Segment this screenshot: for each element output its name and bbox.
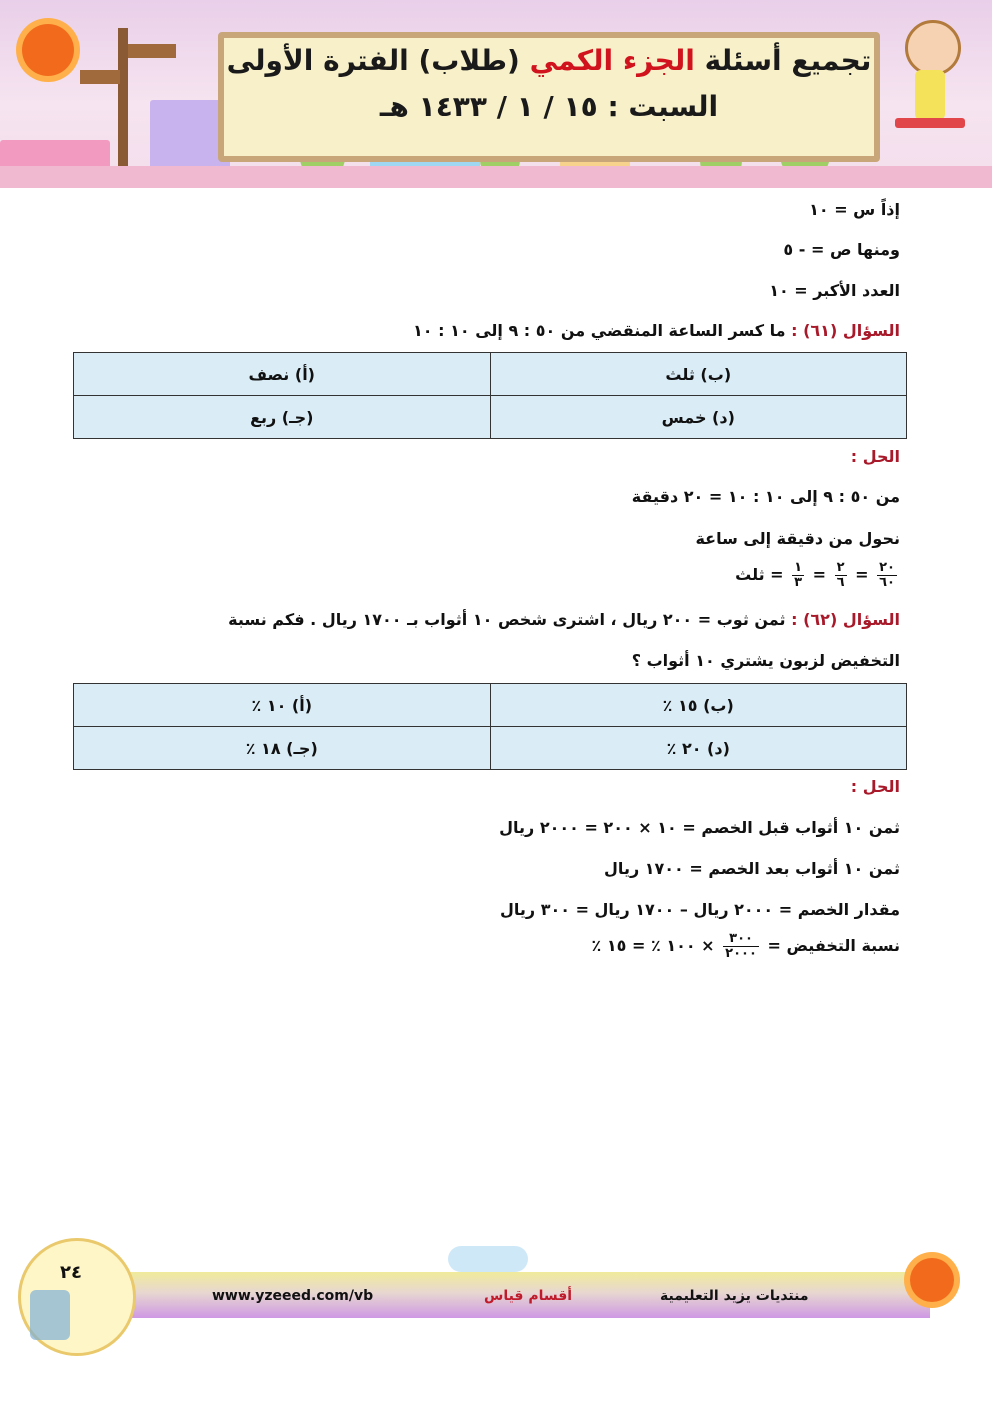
page-number: ٢٤ [60,1262,82,1283]
option-d[interactable]: (د) خمس [490,396,907,439]
option-a[interactable]: (أ) ١٠ ٪ [74,684,491,727]
question-61 [413,321,900,340]
fraction-result: = ثلث [735,565,784,584]
title-highlight: الجزء الكمي [529,44,695,77]
signpost-icon [118,28,128,178]
option-c[interactable]: (جـ) ربع [74,396,491,439]
character-icon [30,1290,70,1340]
fraction [792,561,804,590]
footer-section: أقسام قياس [484,1288,573,1304]
intro-line: إذاً س = ١٠ [809,200,900,219]
solution-line: من ٥٠ : ٩ إلى ١٠ : ١٠ = ٢٠ دقيقة [631,487,900,506]
title-board [218,32,880,162]
question-62-label: السؤال (٦٢) : [791,610,900,629]
numerator: ٢ [836,560,845,575]
footer-forum: منتديات يزيد التعليمية [660,1288,809,1304]
girl-character-icon [905,20,961,76]
page-title [224,44,874,77]
option-b[interactable]: (ب) ١٥ ٪ [490,684,907,727]
stool-icon [895,118,965,128]
fraction [835,561,847,590]
fraction [877,561,897,590]
footer-url[interactable]: www.yzeeed.com/vb [212,1288,374,1304]
cloud-icon [448,1246,528,1272]
solution-line: نحول من دقيقة إلى ساعة [695,529,900,548]
signpost-board [80,70,120,84]
intro-line: ومنها ص = - ٥ [783,240,900,259]
sun-icon [22,24,74,76]
title-part1: تجميع أسئلة [704,44,872,77]
question-61-text: ما كسر الساعة المنقضي من ٥٠ : ٩ إلى ١٠ : ١٠ [413,321,786,340]
solution-label: الحل : [850,447,900,466]
option-b[interactable]: (ب) ثلث [490,353,907,396]
question-62-text: ثمن ثوب = ٢٠٠ ريال ، اشترى شخص ١٠ أثواب بـ ١٧٠٠ ريال . فكم نسبة [228,610,786,629]
denominator: ٦ [836,575,845,590]
girl-character-body [915,70,945,120]
question-61-options [73,352,907,439]
fraction-equation: $\frac{٢٠}{٦٠}$ = $\frac{٢}{٦}$ = $\frac{١}{٣}$ = ثلث [735,560,895,590]
header-banner [0,0,992,188]
sun-icon [910,1258,954,1302]
denominator: ٣ [794,575,803,590]
option-a[interactable]: (أ) نصف [74,353,491,396]
page-subtitle: السبت : ١٥ / ١ / ١٤٣٣ هـ [379,90,719,123]
denominator: ٦٠ [879,575,895,590]
ground [0,166,992,188]
question-62 [228,610,900,629]
question-62-options [73,683,907,770]
denominator: ٢٠٠٠ [725,946,757,961]
final-equation [592,932,900,961]
signpost-board [128,44,176,58]
fraction [723,932,759,961]
numerator: ٢٠ [879,560,895,575]
numerator: ١ [794,560,803,575]
intro-line: العدد الأكبر = ١٠ [769,281,900,300]
solution-label: الحل : [850,777,900,796]
solution-line: مقدار الخصم = ٢٠٠٠ ريال – ١٧٠٠ ريال = ٣٠٠ ريال [500,900,900,919]
solution-line: ثمن ١٠ أثواب قبل الخصم = ١٠ × ٢٠٠ = ٢٠٠٠ ريال [499,818,900,837]
question-61-label: السؤال (٦١) : [791,321,900,340]
option-d[interactable]: (د) ٢٠ ٪ [490,727,907,770]
question-62-text-cont: التخفيض لزبون يشتري ١٠ أثواب ؟ [631,651,900,670]
numerator: ٣٠٠ [723,932,759,947]
final-suffix: × ١٠٠ ٪ = ١٥ ٪ [591,936,715,955]
final-prefix: نسبة التخفيض = [767,936,900,955]
option-c[interactable]: (جـ) ١٨ ٪ [74,727,491,770]
solution-line: ثمن ١٠ أثواب بعد الخصم = ١٧٠٠ ريال [604,859,900,878]
title-part2: (طلاب) الفترة الأولى [226,44,520,77]
